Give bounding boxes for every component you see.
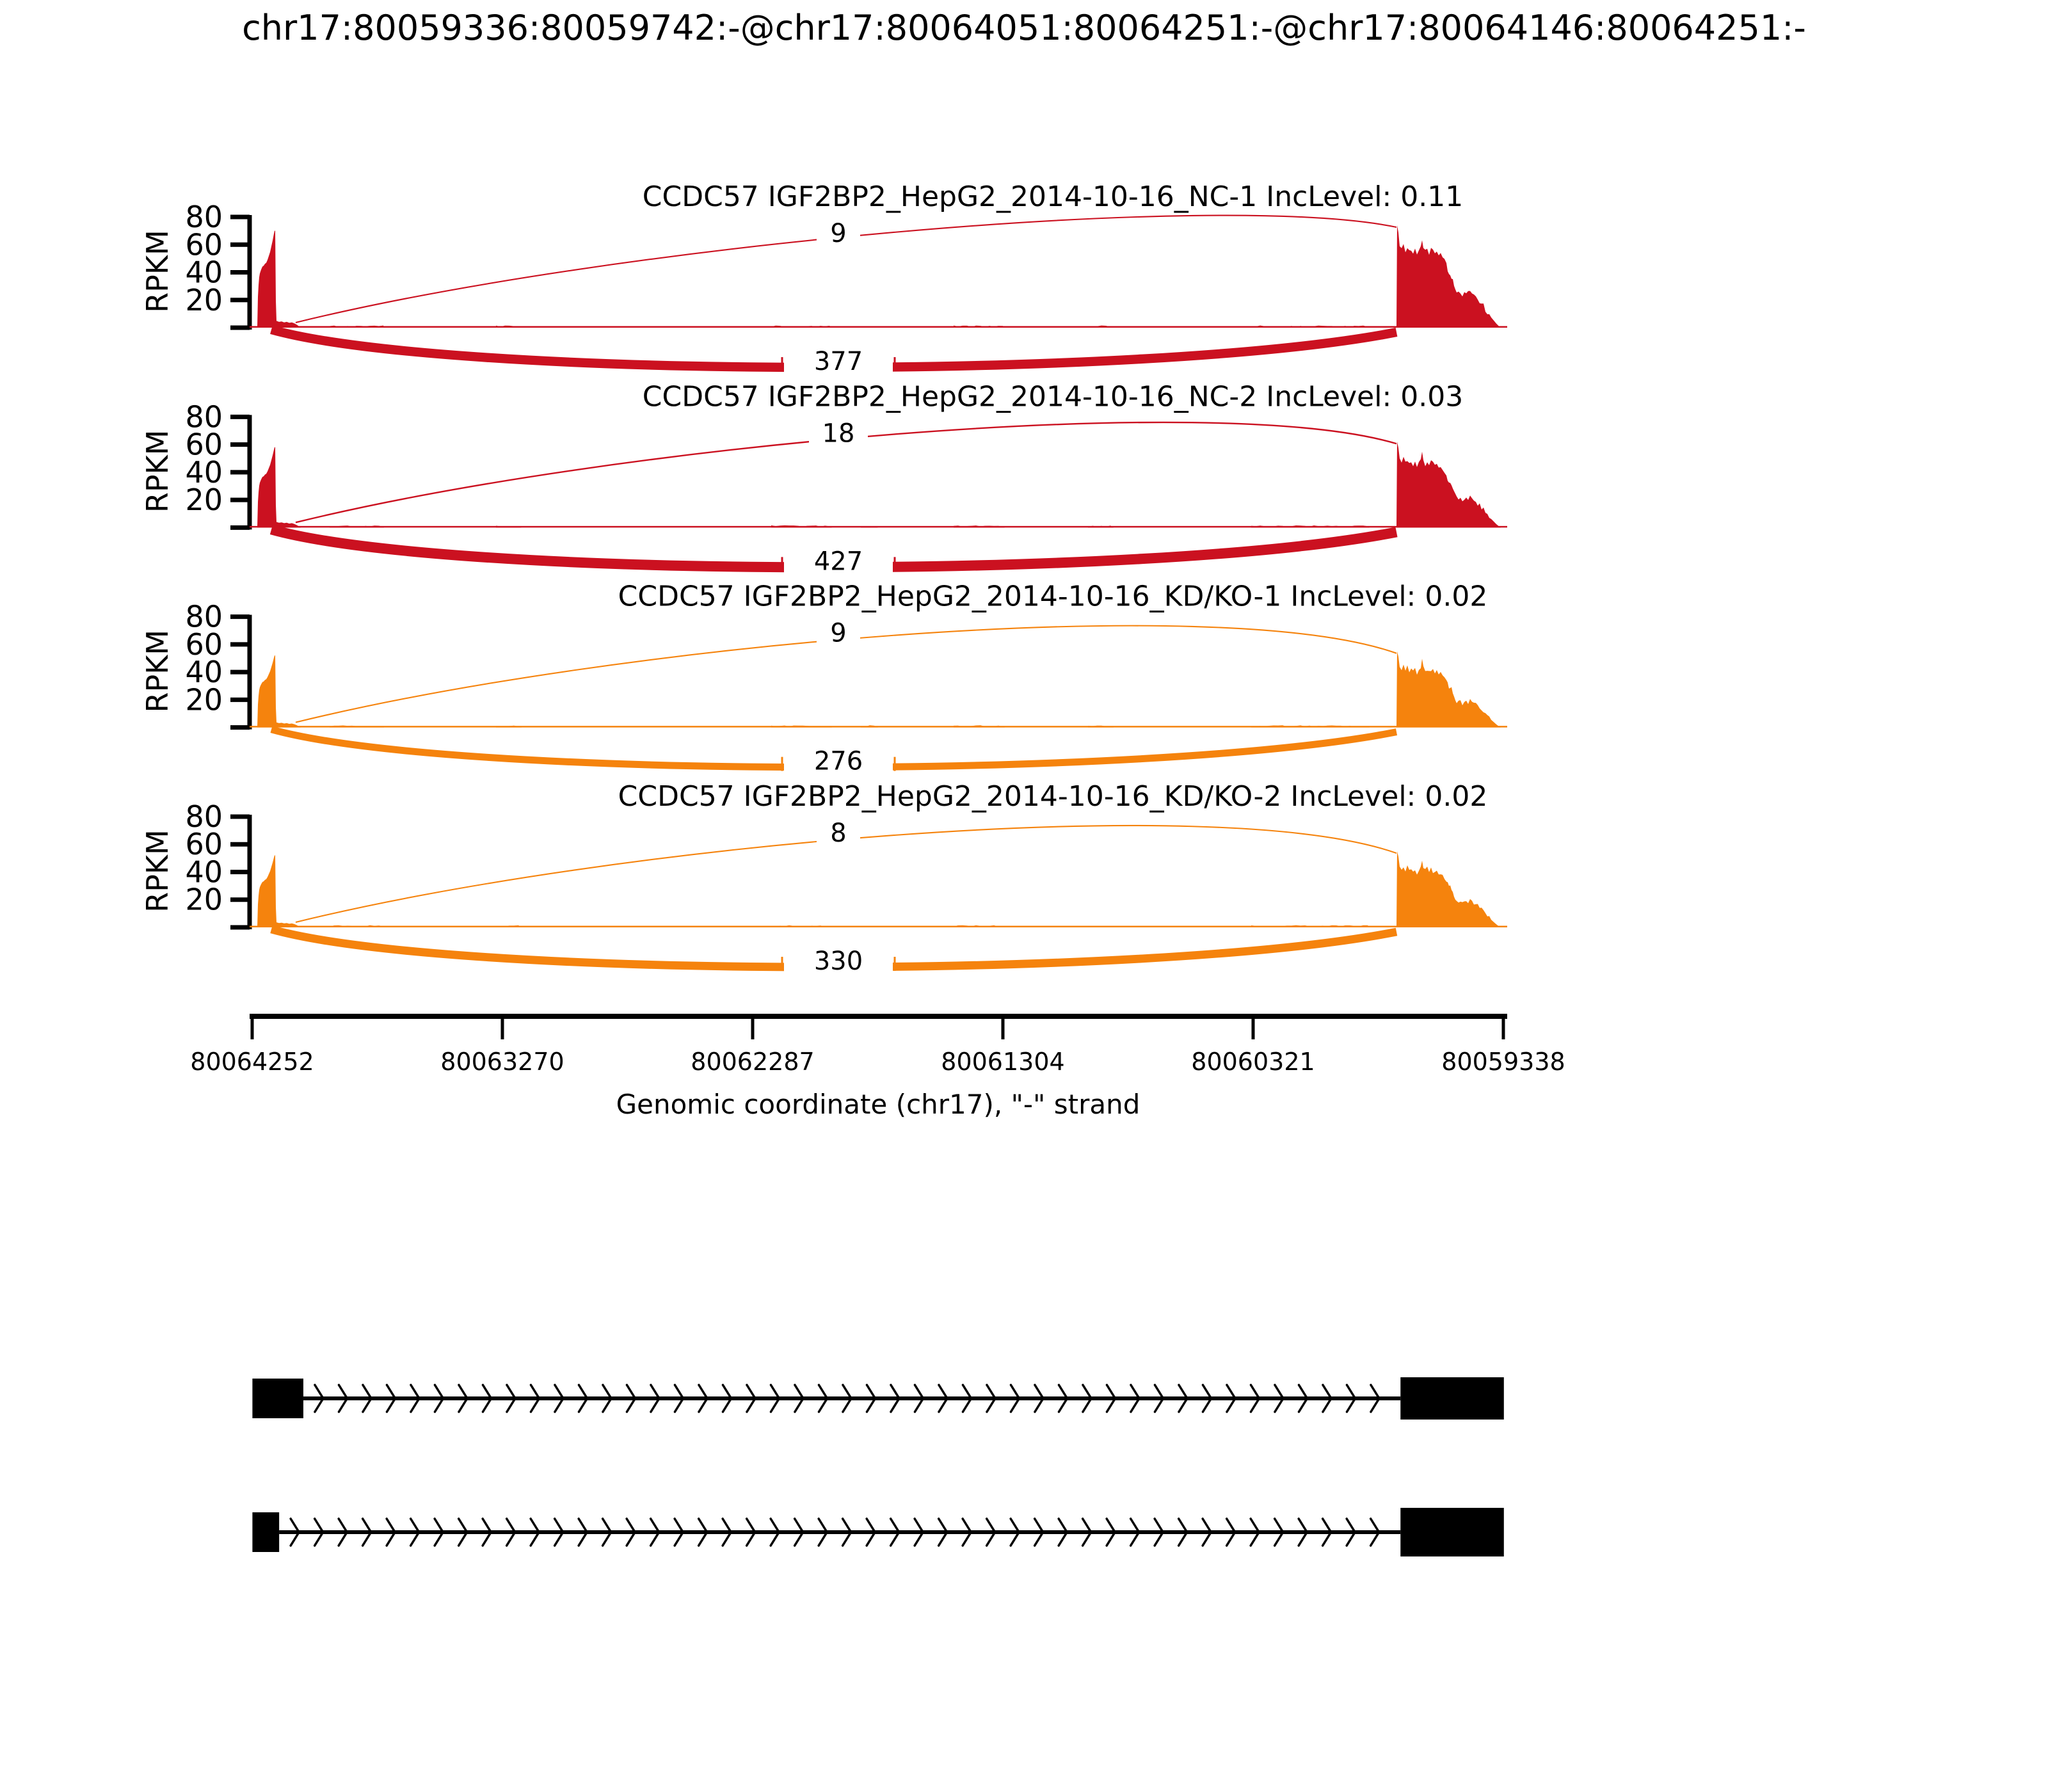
track-NC-2 <box>140 380 1507 579</box>
junction-count-skipping: 427 <box>813 547 863 577</box>
intron-noise <box>330 925 384 927</box>
track-title: CCDC57 IGF2BP2_HepG2_2014-10-16_NC-1 IncLevel: 0.11 <box>642 180 1464 213</box>
transcript-isoform-2 <box>252 1508 1503 1556</box>
x-tick-label: 80059338 <box>1441 1048 1565 1076</box>
coverage-right-exon <box>1396 652 1501 728</box>
intron-noise <box>1088 525 1114 527</box>
track-title: CCDC57 IGF2BP2_HepG2_2014-10-16_KD/KO-1 IncLevel: 0.02 <box>618 580 1488 613</box>
coverage-right-exon <box>1396 442 1501 527</box>
coverage-left-exon <box>257 655 301 728</box>
transcript-isoform-1 <box>252 1377 1503 1420</box>
y-tick-label: 60 <box>185 227 223 262</box>
intron-noise <box>954 525 1005 527</box>
intron-noise <box>771 726 832 728</box>
coverage-left-exon <box>257 856 301 928</box>
y-tick-label: 40 <box>185 655 223 690</box>
y-tick-label: 80 <box>185 200 223 234</box>
coverage-left-exon <box>257 231 301 328</box>
x-tick-label: 80062287 <box>691 1048 815 1076</box>
intron-noise <box>330 726 384 728</box>
x-axis-title: Genomic coordinate (chr17), "-" strand <box>616 1089 1140 1120</box>
track-title: CCDC57 IGF2BP2_HepG2_2014-10-16_KD/KO-2 IncLevel: 0.02 <box>618 780 1488 813</box>
x-tick-label: 80063270 <box>440 1048 564 1076</box>
y-tick-label: 40 <box>185 255 223 290</box>
coverage-right-exon <box>1396 225 1501 328</box>
y-tick-label: 80 <box>185 399 223 435</box>
y-tick-label: 80 <box>185 599 223 634</box>
y-tick-label: 40 <box>185 854 223 890</box>
coverage-left-exon <box>257 447 301 527</box>
y-axis-title: RPKM <box>140 829 175 913</box>
track-title: CCDC57 IGF2BP2_HepG2_2014-10-16_NC-2 IncLevel: 0.03 <box>642 380 1464 413</box>
junction-count-inclusion: 8 <box>830 818 847 848</box>
intron-noise <box>954 326 1005 328</box>
junction-count-inclusion: 9 <box>830 618 847 648</box>
y-tick-label: 40 <box>185 454 223 490</box>
y-tick-label: 20 <box>185 282 223 317</box>
track-NC-1 <box>140 180 1507 379</box>
y-tick-label: 60 <box>185 827 223 862</box>
x-tick-label: 80064252 <box>190 1048 314 1076</box>
junction-count-inclusion: 9 <box>830 219 847 248</box>
intron-noise <box>1088 726 1114 728</box>
transcript-structures <box>252 1377 1503 1556</box>
y-tick-label: 20 <box>185 682 223 717</box>
coverage-tracks <box>140 180 1507 979</box>
y-axis-title: RPKM <box>140 230 175 313</box>
intron-noise <box>330 525 384 527</box>
x-axis <box>190 1016 1565 1120</box>
coverage-right-exon <box>1396 851 1501 927</box>
y-tick-label: 20 <box>185 483 223 518</box>
y-tick-label: 80 <box>185 799 223 834</box>
y-tick-label: 60 <box>185 427 223 462</box>
intron-noise <box>496 925 522 927</box>
intron-noise <box>496 726 522 728</box>
exon-box-left <box>252 1379 303 1418</box>
junction-count-inclusion: 18 <box>822 419 855 449</box>
y-axis-title: RPKM <box>140 629 175 713</box>
y-axis-title: RPKM <box>140 429 175 513</box>
intron-noise <box>1088 326 1114 328</box>
exon-box-right <box>1400 1377 1504 1420</box>
track-KD/KO-2 <box>140 780 1507 979</box>
y-tick-label: 60 <box>185 627 223 662</box>
exon-box-left <box>252 1512 279 1552</box>
figure-title: chr17:80059336:80059742:-@chr17:80064051:80064251:-@chr17:80064146:80064251:- <box>242 8 1806 48</box>
intron-noise <box>1251 725 1370 727</box>
exon-box-right <box>1400 1508 1504 1556</box>
junction-count-skipping: 276 <box>813 746 863 776</box>
intron-noise <box>771 326 832 328</box>
track-KD/KO-1 <box>140 580 1507 779</box>
y-tick-label: 20 <box>185 882 223 917</box>
x-tick-label: 80060321 <box>1191 1048 1315 1076</box>
junction-count-skipping: 330 <box>813 946 863 976</box>
x-tick-label: 80061304 <box>941 1048 1065 1076</box>
intron-noise <box>954 925 1005 927</box>
intron-noise <box>330 326 384 328</box>
intron-noise <box>771 925 832 927</box>
junction-count-skipping: 377 <box>813 347 863 376</box>
